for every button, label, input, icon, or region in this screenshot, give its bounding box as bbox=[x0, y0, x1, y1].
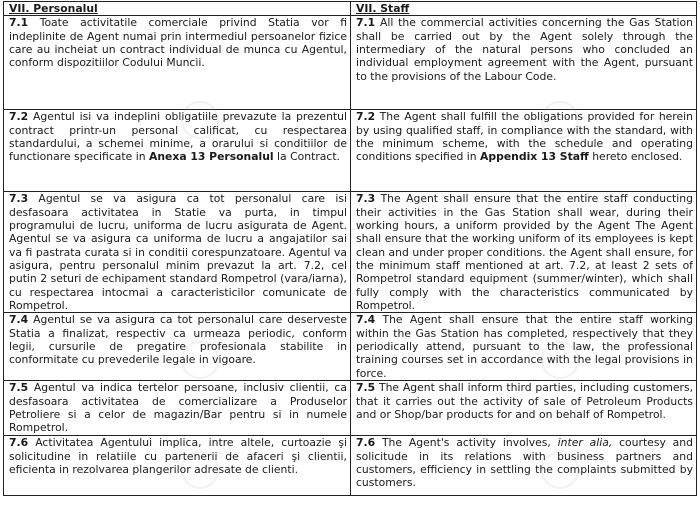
clause-number: 7.1 bbox=[9, 16, 29, 30]
clause-en-7-4 bbox=[351, 313, 697, 381]
clause-text: The Agent's activity involves, bbox=[375, 436, 558, 450]
clause-ro-7-2 bbox=[4, 110, 351, 192]
row-7-5 bbox=[4, 381, 697, 436]
row-7-4 bbox=[4, 313, 697, 381]
clause-text: la Contract. bbox=[273, 150, 340, 164]
clause-number: 7.2 bbox=[9, 110, 29, 124]
clause-text: Agentul va indica tertelor persoane, inclusiv clientii, ca desfasoara activitatea de comercializare a Produselor Petroliere si a celor de magazin/Bar pentru si in numele Rompetrol. bbox=[9, 381, 347, 435]
clause-number: 7.4 bbox=[356, 313, 376, 327]
clause-en-7-3 bbox=[351, 192, 697, 313]
annex-reference: Anexa 13 Personalul bbox=[149, 150, 274, 164]
clause-number: 7.5 bbox=[356, 381, 376, 395]
clause-text: The Agent shall fulfill the obligations provided for herein by using qualified staff, in compliance with the standard, with the minimum scheme, with the schedule and operating conditions specified in bbox=[356, 110, 693, 164]
clause-text: Agentul isi va indeplini obligatiile prevazute la prezentul contract printr-un personal calificat, cu respectarea standardului, a schemei minime, a orarului si conditiilor de functionare specificate in bbox=[9, 110, 347, 164]
clause-ro-7-3 bbox=[4, 192, 351, 313]
clause-text: The Agent shall inform third parties, including customers, that it carries out the activity of sale of Petroleum Products and or Shop/bar products for and on behalf of Rompetrol. bbox=[356, 381, 693, 421]
clause-en-7-6 bbox=[351, 436, 697, 496]
row-7-3 bbox=[4, 192, 697, 313]
contract-page bbox=[3, 1, 696, 496]
header-ro: VII. Personalul bbox=[4, 2, 351, 16]
clause-text: courtesy and solicitude in its relations with business partners and customers, efficiency in settling the complaints submitted by customers. bbox=[356, 436, 693, 490]
clause-ro-7-5 bbox=[4, 381, 351, 436]
row-7-1 bbox=[4, 16, 697, 110]
clause-text: The Agent shall ensure that the entire staff working within the Gas Station has completed, respectively that they periodically attend, pursuant to the law, the professional training courses set in accordance with the legal provisions in force. bbox=[356, 313, 693, 380]
clause-number: 7.2 bbox=[356, 110, 376, 124]
clause-number: 7.5 bbox=[9, 381, 29, 395]
clause-number: 7.3 bbox=[356, 192, 376, 206]
clause-number: 7.4 bbox=[9, 313, 29, 327]
clause-text: All the commercial activities concerning the Gas Station shall be carried out by the Agent solely through the intermediary of the natural persons who concluded an individual employment agreement with the Agent, pursuant to the provisions of the Labour Code. bbox=[356, 16, 693, 83]
clause-text: Agentul se va asigura ca tot personalul care isi desfasoara activitatea in Statie va purta, in timpul programului de lucru, uniforma de lucru asigurata de Agent. Agentul se va asigura ca uniforma de lucru a angajatilor sai va fi pastrata curata si in conditii corespunzatoare. Agentul va asigura, pentru personalul minim prevazut la art. 7.2, cel putin 2 seturi de echipament standard Rompetrol (vara/iarna), cu respectarea intocmai a caracteristicilor comunicate de Rompetrol. bbox=[9, 192, 347, 313]
row-7-2 bbox=[4, 110, 697, 192]
header-en: VII. Staff bbox=[351, 2, 697, 16]
clause-ro-7-1 bbox=[4, 16, 351, 110]
clause-en-7-2 bbox=[351, 110, 697, 192]
clause-number: 7.1 bbox=[356, 16, 376, 30]
clause-text: Activitatea Agentului implica, intre altele, curtoazie şi solicitudine in relatiile cu partenerii de afaceri şi clientii, eficienta in rezolvarea plangerilor adresate de clienti. bbox=[9, 436, 347, 476]
clause-number: 7.3 bbox=[9, 192, 29, 206]
clause-ro-7-6 bbox=[4, 436, 351, 496]
clause-number: 7.6 bbox=[9, 436, 29, 450]
clause-ro-7-4 bbox=[4, 313, 351, 381]
appendix-reference: Appendix 13 Staff bbox=[480, 150, 589, 164]
header-row bbox=[4, 2, 697, 16]
clause-text: Toate activitatile comerciale privind Statia vor fi indeplinite de Agent numai prin intermediul persoanelor fizice care au incheiat un contract individual de munca cu Agentul, conform dispozitiilor Codului Muncii. bbox=[9, 16, 347, 70]
bilingual-staff-table bbox=[3, 1, 697, 496]
clause-text: Agentul se va asigura ca tot personalul care deserveste Statia a finalizat, respectiv ca urmeaza periodic, conform legii, cursurile de pregatire profesionala stabilite in conformitate cu prevederile legale in vigoare. bbox=[9, 313, 347, 367]
clause-text: hereto enclosed. bbox=[588, 150, 683, 164]
clause-number: 7.6 bbox=[356, 436, 376, 450]
clause-en-7-5 bbox=[351, 381, 697, 436]
row-7-6 bbox=[4, 436, 697, 496]
clause-en-7-1 bbox=[351, 16, 697, 110]
italic-phrase: inter alia, bbox=[557, 436, 613, 450]
clause-text: The Agent shall ensure that the entire staff conducting their activities in the Gas Station shall wear, during their working hours, a uniform provided by the Agent The Agent shall ensure that the working uniform of its employees is kept clean and under proper conditions. the Agent shall ensure, for the minimum staff mentioned at art. 7.2, at least 2 sets of Rompetrol standard equipment (summer/winter), which shall fully comply with the characteristics communicated by Rompetrol. bbox=[356, 192, 693, 313]
